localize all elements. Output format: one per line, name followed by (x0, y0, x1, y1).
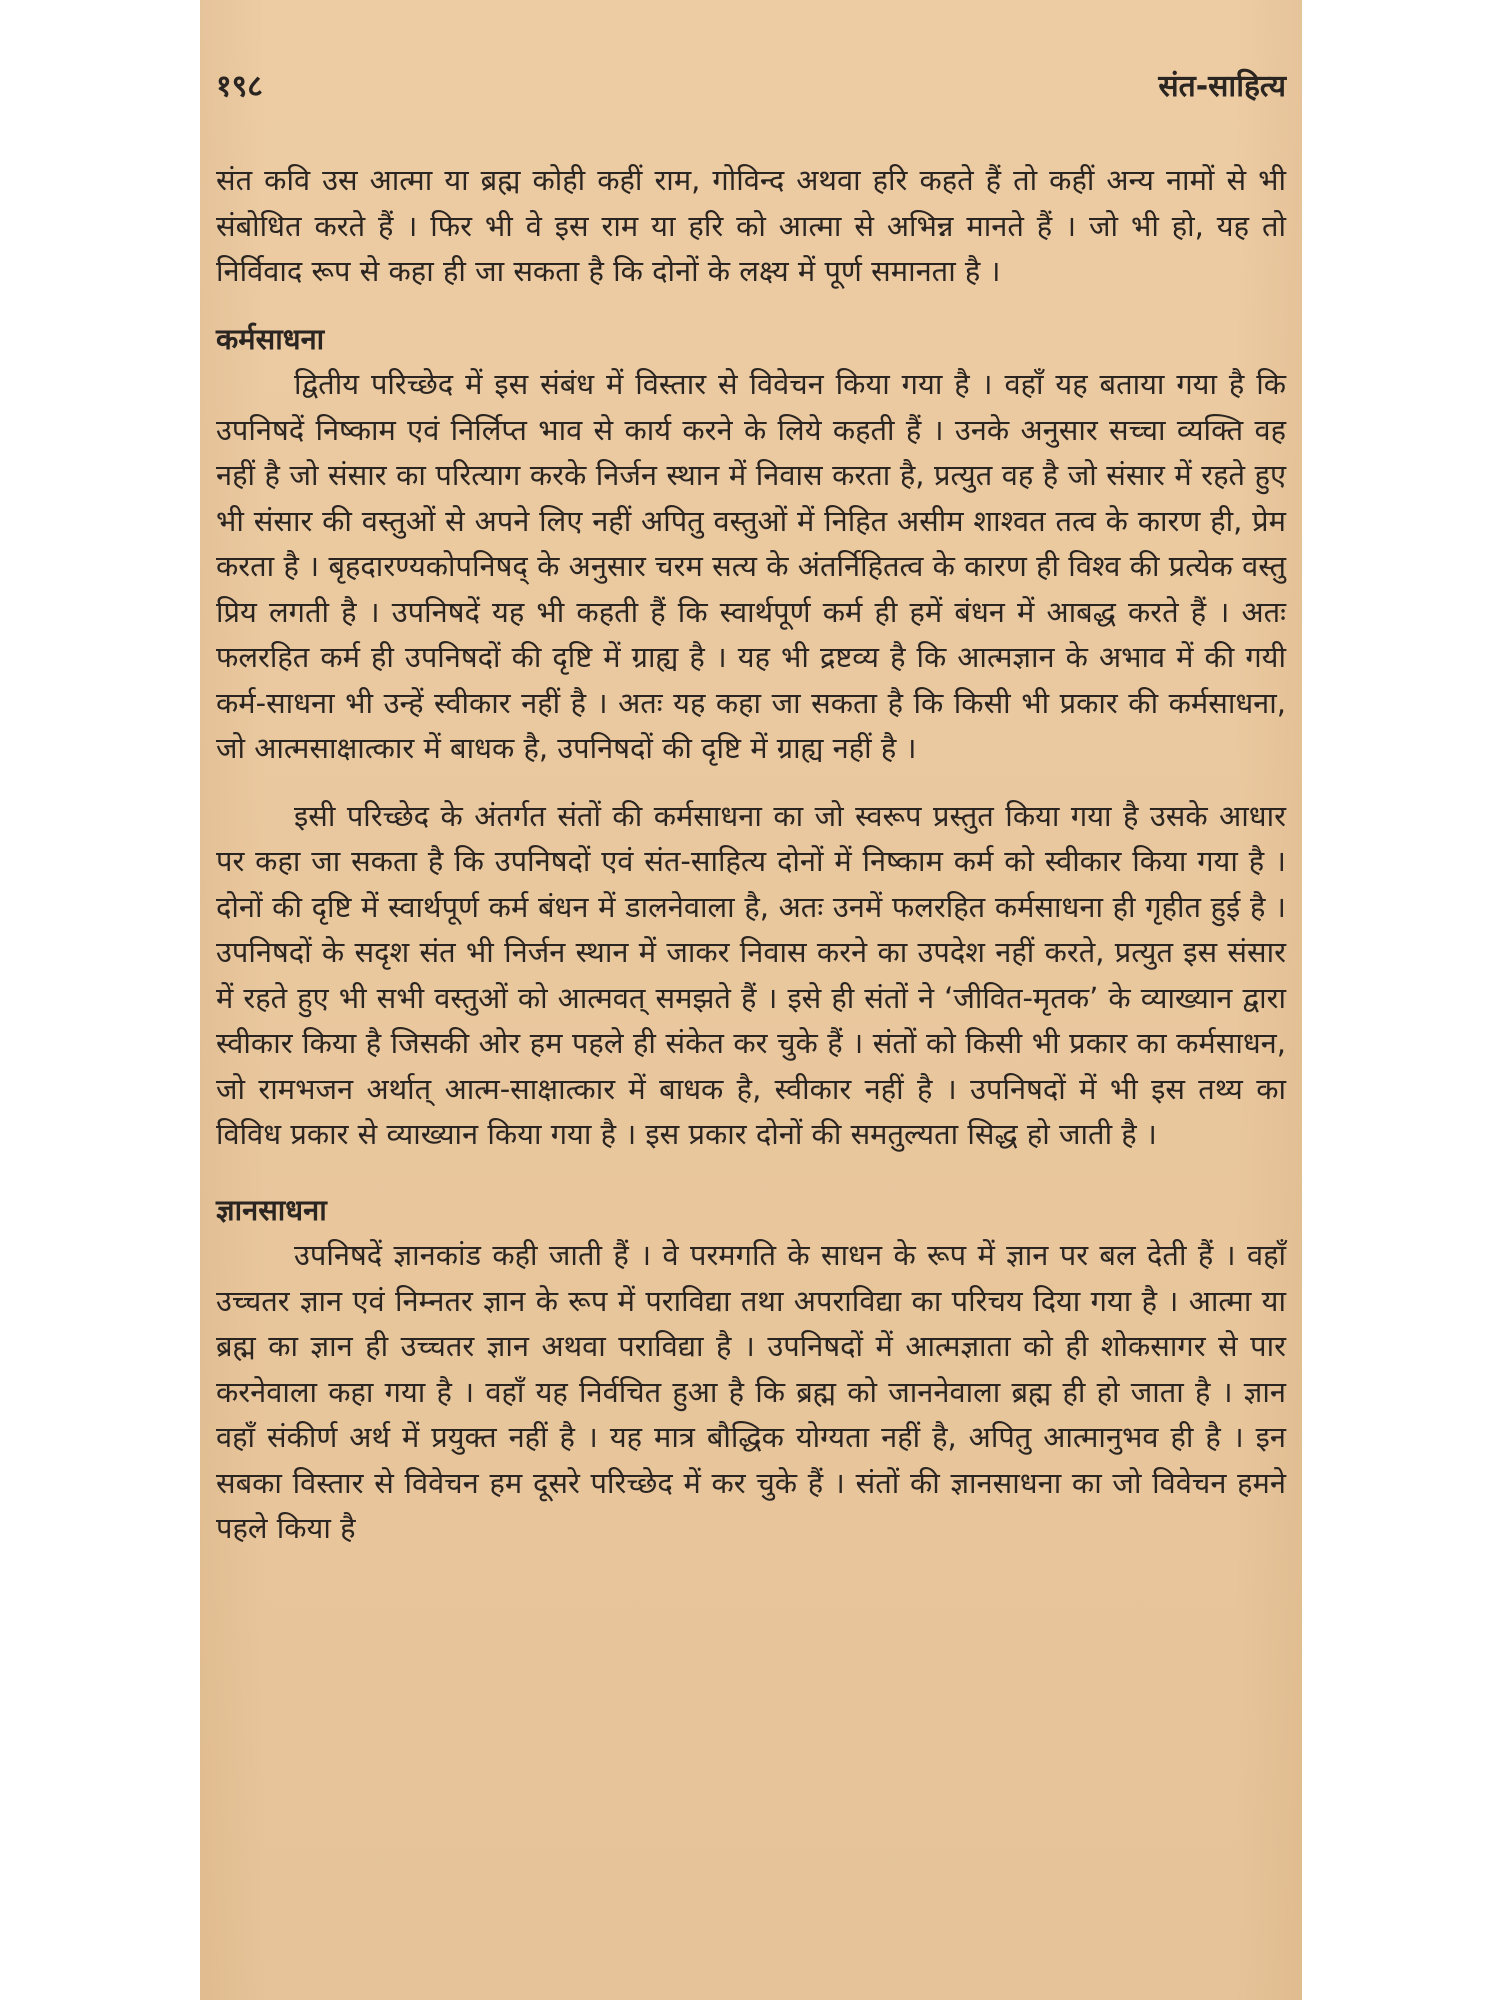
scanned-book-page (200, 0, 1302, 2000)
karma-paragraph-1: द्वितीय परिच्छेद में इस संबंध में विस्तार से विवेचन किया गया है । वहाँ यह बताया गया है कि उपनिषदें निष्काम एवं निर्लिप्त भाव से कार्य करने के लिये कहती हैं । उनके अनुसार सच्चा व्यक्ति वह नहीं है जो संसार का परित्याग करके निर्जन स्थान में निवास करता है, प्रत्युत वह है जो संसार में रहते हुए भी संसार की वस्तुओं से अपने लिए नहीं अपितु वस्तुओं में निहित असीम शाश्वत तत्व के कारण ही, प्रेम करता है । बृहदारण्यकोपनिषद् के अनुसार चरम सत्य के अंतर्निहितत्व के कारण ही विश्व की प्रत्येक वस्तु प्रिय लगती है । उपनिषदें यह भी कहती हैं कि स्वार्थपूर्ण कर्म ही हमें बंधन में आबद्ध करते हैं । अतः फलरहित कर्म ही उपनिषदों की दृष्टि में ग्राह्य है । यह भी द्रष्टव्य है कि आत्मज्ञान के अभाव में की गयी कर्म-साधना भी उन्हें स्वीकार नहीं है । अतः यह कहा जा सकता है कि किसी भी प्रकार की कर्मसाधना, जो आत्मसाक्षात्कार में बाधक है, उपनिषदों की दृष्टि में ग्राह्य नहीं है । (216, 367, 1287, 765)
jnana-paragraph: उपनिषदें ज्ञानकांड कही जाती हैं । वे परमगति के साधन के रूप में ज्ञान पर बल देती हैं । वहाँ उच्चतर ज्ञान एवं निम्नतर ज्ञान के रूप में पराविद्या तथा अपराविद्या का परिचय दिया गया है । आत्मा या ब्रह्म का ज्ञान ही उच्चतर ज्ञान अथवा पराविद्या है । उपनिषदों में आत्मज्ञाता को ही शोकसागर से पार करनेवाला कहा गया है । वहाँ यह निर्वचित हुआ है कि ब्रह्म को जाननेवाला ब्रह्म ही हो जाता है । ज्ञान वहाँ संकीर्ण अर्थ में प्रयुक्त नहीं है । यह मात्र बौद्धिक योग्यता नहीं है, अपितु आत्मानुभव ही है । इन सबका विस्तार से विवेचन हम दूसरे परिच्छेद में कर चुके हैं । संतों की ज्ञानसाधना का जो विवेचन हमने पहले किया है (216, 1238, 1286, 1545)
intro-paragraph: संत कवि उस आत्मा या ब्रह्म कोही कहीं राम, गोविन्द अथवा हरि कहते हैं तो कहीं अन्य नामों से भी संबोधित करते हैं । फिर भी वे इस राम या हरि को आत्मा से अभिन्न मानते हैं । जो भी हो, यह तो निर्विवाद रूप से कहा ही जा सकता है कि दोनों के लक्ष्य में पूर्ण समानता है । (216, 163, 1286, 288)
running-head: संत-साहित्य (1158, 69, 1286, 104)
body-text (216, 158, 1286, 1552)
page-header (216, 64, 1286, 114)
jnana-heading: ज्ञानसाधना (216, 1192, 327, 1227)
page-number: १९८ (216, 69, 263, 104)
karma-paragraph-2: इसी परिच्छेद के अंतर्गत संतों की कर्मसाधना का जो स्वरूप प्रस्तुत किया गया है उसके आधार पर कहा जा सकता है कि उपनिषदों एवं संत-साहित्य दोनों में निष्काम कर्म को स्वीकार किया गया है । दोनों की दृष्टि में स्वार्थपूर्ण कर्म बंधन में डालनेवाला है, अतः उनमें फलरहित कर्मसाधना ही गृहीत हुई है । उपनिषदों के सदृश संत भी निर्जन स्थान में जाकर निवास करने का उपदेश नहीं करते, प्रत्युत इस संसार में रहते हुए भी सभी वस्तुओं को आत्मवत् समझते हैं । इसे ही संतों ने ‘जीवित-मृतक’ के व्याख्यान द्वारा स्वीकार किया है जिसकी ओर हम पहले ही संकेत कर चुके हैं । संतों को किसी भी प्रकार का कर्मसाधन, जो रामभजन अर्थात् आत्म-साक्षात्कार में बाधक है, स्वीकार नहीं है । उपनिषदों में भी इस तथ्य का विविध प्रकार से व्याख्यान किया गया है । इस प्रकार दोनों की समतुल्यता सिद्ध हो जाती है । (216, 798, 1286, 1151)
karma-heading: कर्मसाधना (216, 321, 325, 356)
